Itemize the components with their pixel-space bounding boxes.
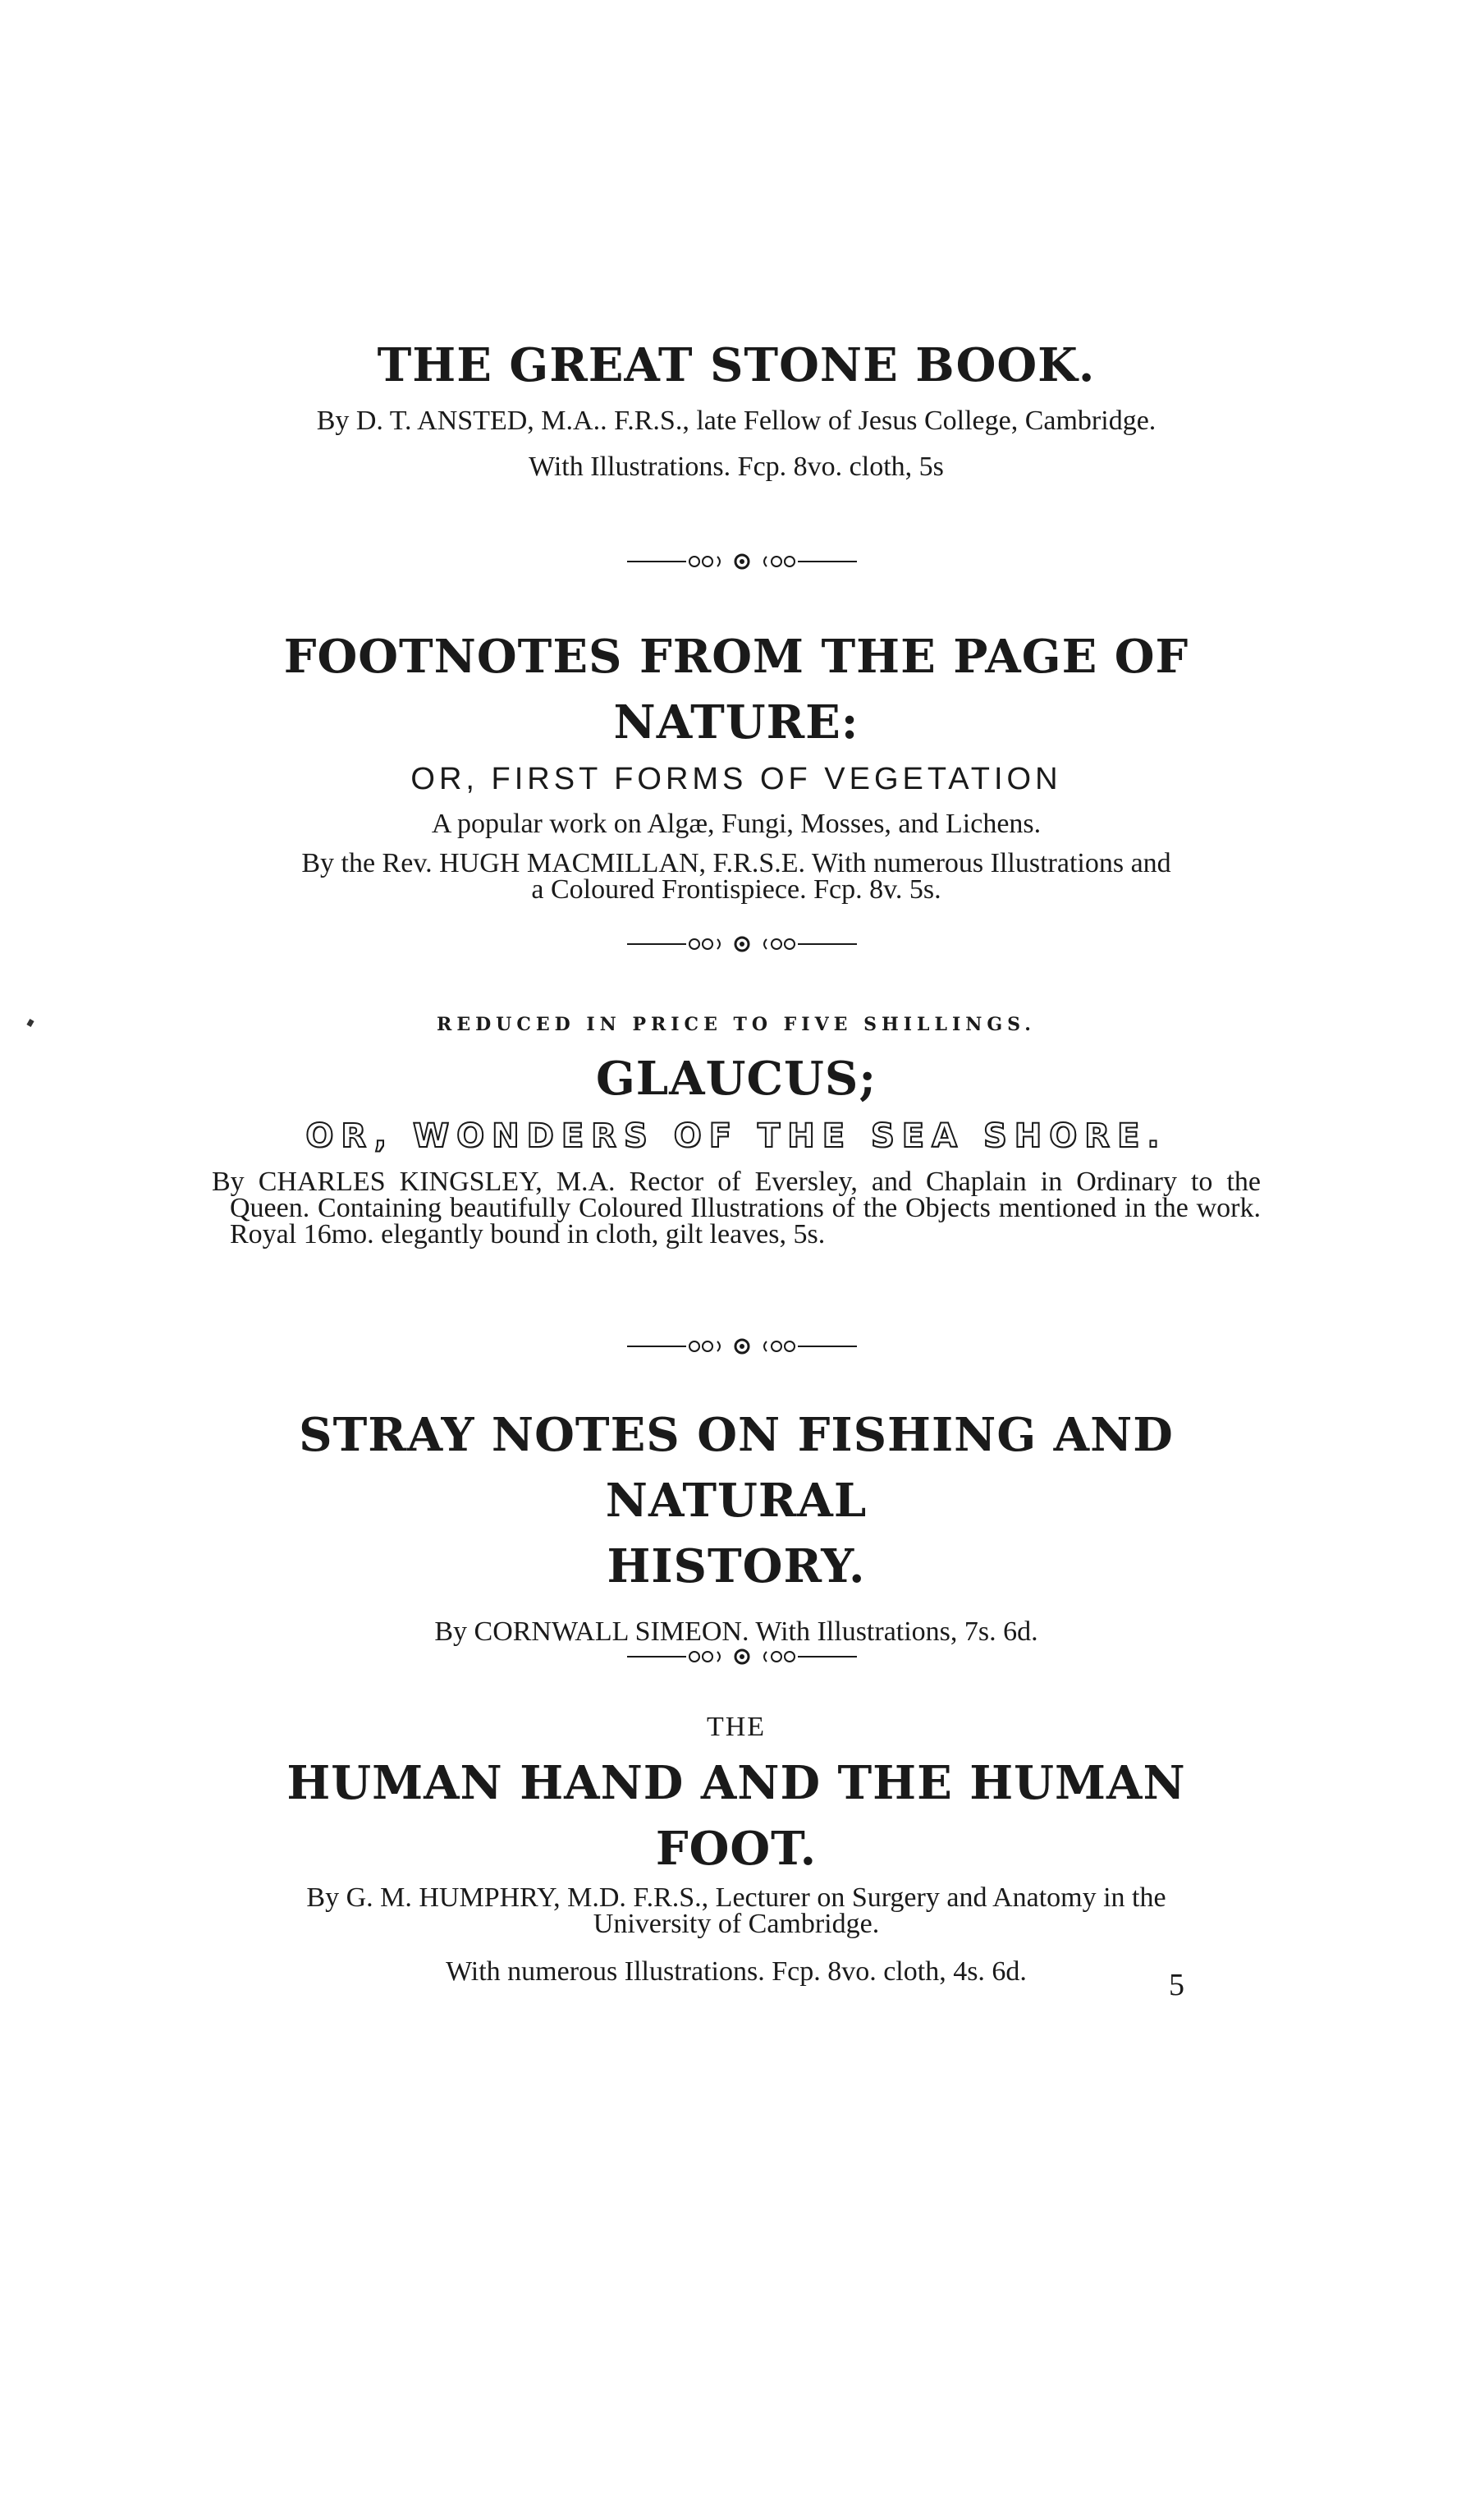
price-notice: REDUCED IN PRICE TO FIVE SHILLINGS. (437, 1014, 1036, 1035)
scroll-ornament-icon (627, 934, 857, 954)
entry-title: HUMAN HAND AND THE HUMAN FOOT. (286, 1756, 1186, 1876)
entry-subtitle: OR, WONDERS OF THE SEA SHORE. (305, 1117, 1167, 1155)
entry-details: a Coloured Frontispiece. Fcp. 8v. 5s. (531, 874, 941, 905)
entry-human-hand-foot (212, 1711, 1261, 1988)
entry-description: A popular work on Algæ, Fungi, Mosses, and Lichens. (431, 809, 1042, 839)
stray-ink-mark (26, 1019, 34, 1027)
scroll-ornament-icon (627, 1337, 857, 1356)
entry-title: THE GREAT STONE BOOK. (377, 338, 1096, 392)
entry-title-line-1: STRAY NOTES ON FISHING AND NATURAL (299, 1408, 1174, 1528)
entry-author: By the Rev. HUGH MACMILLAN, F.R.S.E. With numerous Illustrations and (301, 848, 1171, 878)
entry-details: With Illustrations. Fcp. 8vo. cloth, 5s (529, 452, 944, 482)
entry-author: By D. T. ANSTED, M.A.. F.R.S., late Fellow of Jesus College, Cambridge. (316, 406, 1157, 436)
scroll-ornament-icon (627, 1647, 857, 1667)
entry-pre-title: THE (706, 1712, 767, 1742)
entry-details: With numerous Illustrations. Fcp. 8vo. cloth, 4s. 6d. (446, 1956, 1027, 1987)
entry-subtitle: OR, FIRST FORMS OF VEGETATION (410, 762, 1062, 796)
entry-affiliation: University of Cambridge. (593, 1909, 880, 1939)
entry-title: GLAUCUS; (595, 1052, 877, 1106)
entry-great-stone-book (212, 332, 1261, 484)
entry-title-line-2: HISTORY. (607, 1539, 866, 1593)
page-number: 5 (1169, 1968, 1184, 2002)
scroll-ornament-icon (627, 552, 857, 571)
entry-footnotes-page-of-nature (212, 624, 1261, 903)
entry-glaucus (212, 1011, 1261, 1248)
entry-title: FOOTNOTES FROM THE PAGE OF NATURE: (283, 630, 1189, 750)
entry-author: By G. M. HUMPHRY, M.D. F.R.S., Lecturer on Surgery and Anatomy in the (306, 1882, 1166, 1913)
entry-stray-notes-fishing (212, 1402, 1261, 1648)
entry-author: By CORNWALL SIMEON. With Illustrations, 7s. 6d. (434, 1616, 1038, 1647)
entry-description: By CHARLES KINGSLEY, M.A. Rector of Eversley, and Chaplain in Ordinary to the Queen. Containing beautifully Coloured Illustrations of the Objects mentioned in the work. Royal 16mo. elegantly bound in cloth, gilt leaves, 5s. (212, 1167, 1261, 1249)
